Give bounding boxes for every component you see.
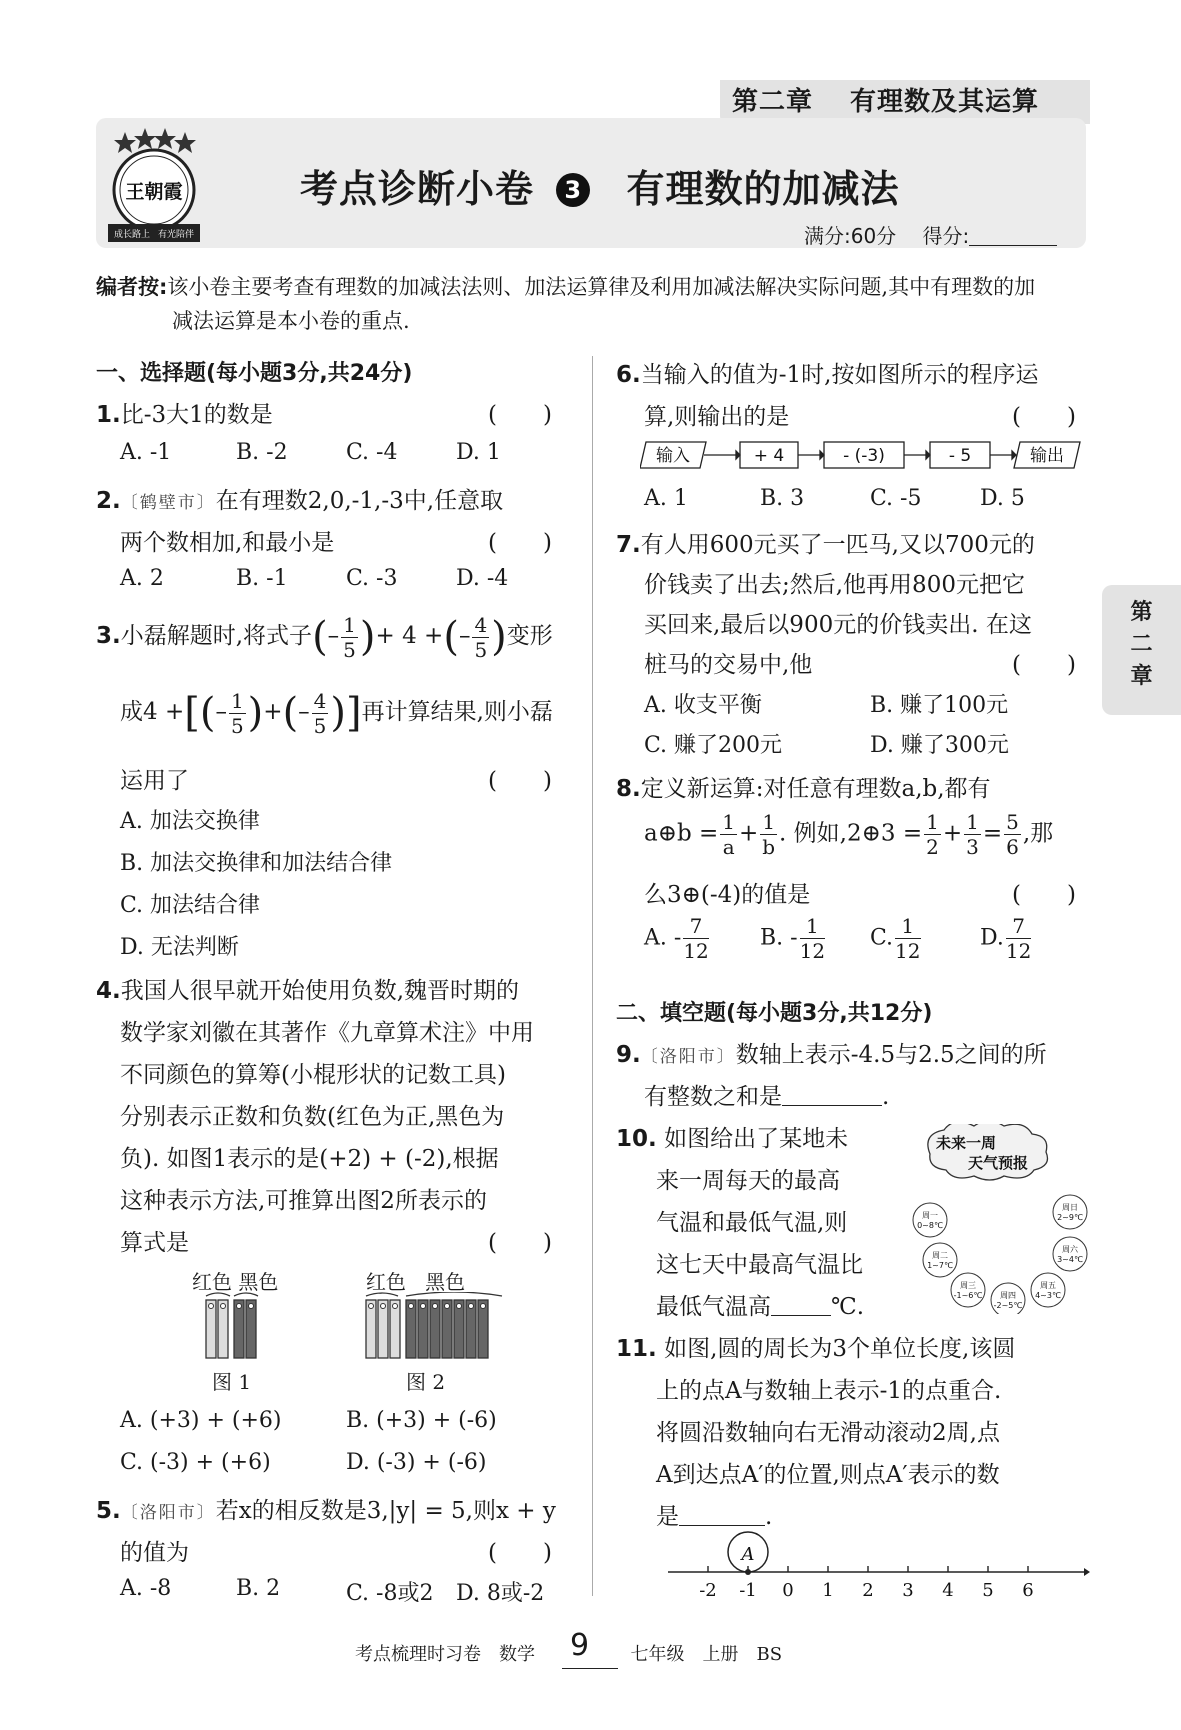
question-4-line7: 算式是 (120, 1230, 189, 1256)
point-a-label: A (741, 1544, 755, 1565)
note-label: 编者按: (96, 275, 168, 299)
question-10: 10. 如图给出了某地未 (616, 1126, 849, 1152)
option-6c: C. -5 (870, 486, 922, 511)
option-2b: B. -1 (236, 566, 288, 591)
option-8c: C. $\frac{1}{12}$ (870, 914, 921, 963)
question-11-line4: A到达点A′的位置,则点A′表示的数 (656, 1462, 1000, 1488)
full-score: 满分:60分 (804, 224, 897, 248)
star-icon (114, 132, 136, 153)
weather-day-circle (1053, 1195, 1087, 1229)
option-5a: A. -8 (120, 1576, 172, 1601)
title-main: 考点诊断小卷 (300, 167, 535, 211)
question-10-line2: 来一周每天的最高 (656, 1168, 840, 1194)
question-11-line3: 将圆沿数轴向右无滑动滚动2周,点 (656, 1420, 1000, 1446)
weather-day-circle (1053, 1237, 1087, 1271)
logo-slogan-right: 有光陪伴 (157, 230, 195, 240)
answer-paren-1: ( ) (488, 402, 552, 428)
answer-paren-8: ( ) (1012, 882, 1076, 908)
option-2a: A. 2 (120, 566, 164, 591)
option-5c: C. -8或2 (346, 1581, 434, 1606)
footer-right: 七年级 上册 BS (630, 1644, 783, 1665)
question-6-line2: 算,则输出的是 (644, 404, 790, 430)
option-6a: A. 1 (644, 486, 688, 511)
question-7-line3: 买回来,最后以900元的价钱卖出. 在这 (644, 612, 1032, 638)
weather-day-label: 周二 (932, 1251, 948, 1260)
option-4a: A. (+3) + (+6) (120, 1408, 282, 1433)
weather-day-label: 周三 (960, 1281, 976, 1290)
question-7: 7.有人用600元买了一匹马,又以700元的 (616, 532, 1035, 558)
question-9-line2: 有整数之和是 . (644, 1084, 890, 1110)
weather-day-label: 1~7℃ (927, 1261, 953, 1270)
question-11-line5: 是 . (656, 1504, 773, 1530)
option-7d: D. 赚了300元 (870, 733, 1009, 758)
option-6b: B. 3 (760, 486, 805, 511)
question-2: 2.〔鹤壁市〕在有理数2,0,-1,-3中,任意取 (96, 488, 504, 514)
option-3c: C. 加法结合律 (120, 893, 261, 918)
number-line-tick-label: -1 (739, 1580, 757, 1601)
page-number: 9 (570, 1628, 590, 1663)
question-10-line3: 气温和最低气温,则 (656, 1210, 848, 1236)
question-3: 3.小磊解题时,将式子(– $\frac{1}{5}$ )+ 4 +(– $\frac{4}{5}$ )变形 (96, 612, 553, 662)
weather-day-label: 周五 (1040, 1281, 1056, 1290)
question-4: 4.我国人很早就开始使用负数,魏晋时期的 (96, 978, 520, 1004)
cloud-text-1: 未来一周 (936, 1134, 997, 1152)
chapter-number: 第二章 (732, 87, 814, 117)
question-4-line5: 负). 如图1表示的是(+2) + (-2),根据 (120, 1146, 499, 1172)
option-7b: B. 赚了100元 (870, 693, 1009, 718)
number-line-tick-label: -2 (699, 1580, 717, 1601)
score-blank (969, 227, 1057, 246)
question-1: 1.比-3大1的数是 (96, 402, 273, 428)
section-choice: 一、选择题(每小题3分,共24分) (96, 361, 413, 386)
chapter-title: 有理数及其运算 (850, 87, 1040, 117)
weather-forecast-diagram (910, 1124, 1090, 1314)
question-4-line4: 分别表示正数和负数(红色为正,黑色为 (120, 1104, 505, 1130)
option-1d: D. 1 (456, 440, 501, 465)
star-icon (154, 128, 176, 149)
number-line-tick-label: 5 (982, 1580, 994, 1601)
flow-step-2-label: - (-3) (843, 446, 885, 466)
option-7c: C. 赚了200元 (644, 733, 783, 758)
question-7-line4: 桩马的交易中,他 (644, 652, 813, 678)
option-6d: D. 5 (980, 486, 1025, 511)
question-11-line2: 上的点A与数轴上表示-1的点重合. (656, 1378, 1002, 1404)
answer-paren-2: ( ) (488, 530, 552, 556)
option-3b: B. 加法交换律和加法结合律 (120, 851, 393, 876)
question-9: 9.〔洛阳市〕数轴上表示-4.5与2.5之间的所 (616, 1042, 1047, 1068)
answer-blank-9 (782, 1085, 882, 1106)
question-7-line2: 价钱卖了出去;然后,他再用800元把它 (644, 572, 1025, 598)
answer-paren-6: ( ) (1012, 404, 1076, 430)
star-icon (174, 132, 196, 153)
option-4b: B. (+3) + (-6) (346, 1408, 497, 1433)
number-line-tick-label: 6 (1022, 1580, 1034, 1601)
weather-day-label: -1~6℃ (953, 1291, 983, 1300)
question-4-line2: 数学家刘徽在其著作《九章算术注》中用 (120, 1020, 534, 1046)
section-fill: 二、填空题(每小题3分,共12分) (616, 1001, 933, 1026)
option-3d: D. 无法判断 (120, 935, 239, 960)
option-4c: C. (-3) + (+6) (120, 1450, 271, 1475)
answer-blank-11 (679, 1505, 765, 1526)
flow-step-3-label: - 5 (948, 446, 972, 466)
option-8b: B. - $\frac{1}{12}$ (760, 914, 826, 963)
footer-left: 考点梳理时习卷 数学 (355, 1644, 535, 1665)
option-4d: D. (-3) + (-6) (346, 1450, 487, 1475)
question-6: 6.当输入的值为-1时,按如图所示的程序运 (616, 362, 1039, 388)
option-8d: D. $\frac{7}{12}$ (980, 914, 1032, 963)
flow-output-label: 输出 (1030, 446, 1064, 466)
weather-day-circle (913, 1203, 947, 1237)
weather-day-label: 周日 (1062, 1203, 1078, 1212)
weather-day-label: 周一 (922, 1211, 938, 1220)
editor-note (96, 270, 1086, 338)
question-11: 11. 如图,圆的周长为3个单位长度,该圆 (616, 1336, 1016, 1362)
answer-paren-7: ( ) (1012, 652, 1076, 678)
number-line-tick-label: 1 (822, 1580, 834, 1601)
answer-blank-10 (771, 1295, 831, 1316)
note-line1: 该小卷主要考查有理数的加减法法则、加法运算律及利用加减法解决实际问题,其中有理数的加 (167, 275, 1036, 299)
logo-slogan-left: 成长路上 (113, 230, 151, 240)
question-8-line2: a⊕b = $\frac{1}{a}$ + $\frac{1}{b}$ . 例如,2⊕3 = $\frac{1}{2}$ + $\frac{1}{3}$ = $\frac{5}{6}$ ,那 (644, 810, 1054, 859)
title-topic: 有理数的加减法 (626, 167, 900, 211)
number-line-tick-label: 3 (902, 1580, 914, 1601)
option-7a: A. 收支平衡 (644, 693, 762, 718)
option-1a: A. -1 (120, 440, 172, 465)
answer-paren-4: ( ) (488, 1230, 552, 1256)
question-4-line3: 不同颜色的算筹(小棍形状的记数工具) (120, 1062, 506, 1088)
weather-day-label: 4~3℃ (1035, 1291, 1061, 1300)
option-5b: B. 2 (236, 1576, 281, 1601)
number-line-tick-label: 4 (942, 1580, 954, 1601)
weather-day-label: 0~8℃ (917, 1221, 943, 1230)
weather-day-label: -2~5℃ (993, 1301, 1023, 1310)
weather-day-circle (1031, 1273, 1065, 1307)
star-icon (134, 128, 156, 149)
question-3-line2: 成4 +[(– $\frac{1}{5}$ )+(– $\frac{4}{5}$ )]再计算结果,则小磊 (120, 688, 553, 738)
question-5: 5.〔洛阳市〕若x的相反数是3,|y| = 5,则x + y (96, 1498, 556, 1524)
option-2d: D. -4 (456, 566, 509, 591)
score-line (804, 220, 1057, 249)
note-line2: 减法运算是本小卷的重点. (172, 309, 410, 333)
weather-day-label: 周四 (1000, 1291, 1016, 1300)
weather-day-label: 3~4℃ (1057, 1255, 1083, 1264)
chapter-side-tab: 第 二 章 (1102, 585, 1181, 715)
fig1-color-labels: 红色 黑色 (192, 1270, 279, 1294)
option-1c: C. -4 (346, 440, 398, 465)
question-10-line5: 最低气温高 ℃. (656, 1294, 865, 1320)
logo-name: 王朝霞 (125, 181, 183, 203)
question-10-line4: 这七天中最高气温比 (656, 1252, 863, 1278)
weather-day-label: 周六 (1062, 1245, 1078, 1254)
page-title (300, 158, 900, 213)
fig2-caption: 图 2 (406, 1370, 446, 1394)
option-5d: D. 8或-2 (456, 1581, 545, 1606)
answer-paren-3: ( ) (488, 768, 552, 794)
option-2c: C. -3 (346, 566, 398, 591)
weather-day-circle (923, 1243, 957, 1277)
option-3a: A. 加法交换律 (120, 809, 260, 834)
counting-rods-figure-1 (200, 1292, 270, 1362)
question-2-line2: 两个数相加,和最小是 (120, 530, 335, 556)
question-8-line3: 么3⊕(-4)的值是 (644, 882, 811, 908)
option-1b: B. -2 (236, 440, 288, 465)
weather-day-circle (951, 1273, 985, 1307)
cloud-text-2: 天气预报 (968, 1154, 1029, 1172)
question-8: 8.定义新运算:对任意有理数a,b,都有 (616, 776, 991, 802)
weather-day-label: 2~9℃ (1057, 1213, 1083, 1222)
flow-input-label: 输入 (656, 446, 690, 466)
answer-paren-5: ( ) (488, 1540, 552, 1566)
option-8a: A. - $\frac{7}{12}$ (644, 914, 709, 963)
flow-step-1-label: + 4 (753, 446, 785, 466)
number-line-tick-label: 0 (782, 1580, 794, 1601)
score-label: 得分: (922, 224, 970, 248)
question-5-line2: 的值为 (120, 1540, 189, 1566)
question-4-line6: 这种表示方法,可推算出图2所表示的 (120, 1188, 487, 1214)
publisher-logo (104, 128, 204, 246)
fig2-color-labels: 红色 黑色 (366, 1270, 466, 1294)
title-badge: 3 (556, 173, 590, 207)
program-flowchart (640, 440, 1090, 470)
question-3-line3: 运用了 (120, 768, 189, 794)
number-line-tick-label: 2 (862, 1580, 874, 1601)
column-divider (592, 356, 593, 1596)
number-line-figure (660, 1530, 1090, 1610)
fig1-caption: 图 1 (212, 1370, 252, 1394)
counting-rods-figure-2 (362, 1292, 512, 1362)
